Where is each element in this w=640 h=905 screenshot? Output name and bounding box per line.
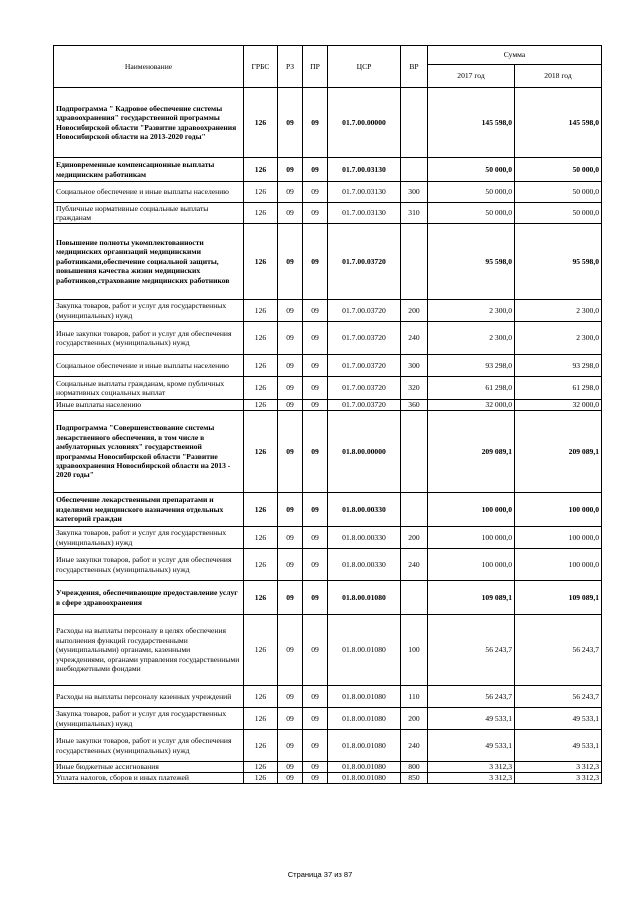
row-vr: 200 xyxy=(401,708,428,730)
row-name: Закупка товаров, работ и услуг для государственных (муниципальных) нужд xyxy=(54,708,244,730)
row-pr: 09 xyxy=(303,182,328,203)
row-pr: 09 xyxy=(303,322,328,355)
row-pr: 09 xyxy=(303,300,328,322)
table-body xyxy=(54,88,602,784)
row-sum-2018: 2 300,0 xyxy=(515,322,602,355)
row-sum-2017: 2 300,0 xyxy=(428,300,515,322)
row-sum-2018: 50 000,0 xyxy=(515,203,602,224)
row-name: Закупка товаров, работ и услуг для государственных (муниципальных) нужд xyxy=(54,300,244,322)
row-sum-2018: 109 089,1 xyxy=(515,581,602,615)
row-sum-2017: 50 000,0 xyxy=(428,158,515,182)
row-sum-2017: 56 243,7 xyxy=(428,686,515,708)
row-rz: 09 xyxy=(278,686,303,708)
row-sum-2018: 100 000,0 xyxy=(515,493,602,527)
table-row xyxy=(54,182,602,203)
row-pr: 09 xyxy=(303,730,328,762)
row-sum-2018: 32 000,0 xyxy=(515,400,602,411)
row-rz: 09 xyxy=(278,224,303,300)
row-rz: 09 xyxy=(278,300,303,322)
row-vr: 100 xyxy=(401,615,428,686)
row-grbs: 126 xyxy=(244,493,278,527)
row-vr: 320 xyxy=(401,377,428,400)
row-name: Закупка товаров, работ и услуг для государственных (муниципальных) нужд xyxy=(54,527,244,549)
row-vr: 300 xyxy=(401,182,428,203)
header-vr: ВР xyxy=(401,46,428,88)
row-csr: 01.8.00.01080 xyxy=(328,730,401,762)
row-csr: 01.8.00.00330 xyxy=(328,527,401,549)
row-csr: 01.7.00.03720 xyxy=(328,400,401,411)
row-vr: 240 xyxy=(401,322,428,355)
row-rz: 09 xyxy=(278,377,303,400)
row-pr: 09 xyxy=(303,355,328,377)
row-vr xyxy=(401,493,428,527)
row-name: Расходы на выплаты персоналу казенных учреждений xyxy=(54,686,244,708)
row-rz: 09 xyxy=(278,730,303,762)
header-year-2017: 2017 год xyxy=(428,65,515,88)
table-row xyxy=(54,730,602,762)
row-name: Повышение полноты укомплектованности медицинских организаций медицинскими работниками,обеспечение социальной защиты, повышения качества жизни медицинских работников,страхование медицинских работников xyxy=(54,224,244,300)
row-rz: 09 xyxy=(278,773,303,784)
row-pr: 09 xyxy=(303,773,328,784)
table-row xyxy=(54,300,602,322)
row-vr xyxy=(401,88,428,158)
row-vr: 800 xyxy=(401,762,428,773)
row-grbs: 126 xyxy=(244,549,278,581)
row-sum-2017: 100 000,0 xyxy=(428,493,515,527)
row-name: Единовременные компенсационные выплаты медицинским работникам xyxy=(54,158,244,182)
row-grbs: 126 xyxy=(244,203,278,224)
row-sum-2017: 3 312,3 xyxy=(428,773,515,784)
row-pr: 09 xyxy=(303,762,328,773)
row-pr: 09 xyxy=(303,686,328,708)
row-csr: 01.8.00.01080 xyxy=(328,581,401,615)
row-name: Иные закупки товаров, работ и услуг для обеспечения государственных (муниципальных) нужд xyxy=(54,549,244,581)
row-rz: 09 xyxy=(278,400,303,411)
row-sum-2018: 56 243,7 xyxy=(515,615,602,686)
row-sum-2017: 50 000,0 xyxy=(428,182,515,203)
row-grbs: 126 xyxy=(244,730,278,762)
row-name: Иные закупки товаров, работ и услуг для обеспечения государственных (муниципальных) нужд xyxy=(54,730,244,762)
row-sum-2018: 61 298,0 xyxy=(515,377,602,400)
row-rz: 09 xyxy=(278,708,303,730)
row-name: Социальное обеспечение и иные выплаты населению xyxy=(54,355,244,377)
table-row xyxy=(54,762,602,773)
table-row xyxy=(54,203,602,224)
row-grbs: 126 xyxy=(244,377,278,400)
row-rz: 09 xyxy=(278,581,303,615)
header-name: Наименование xyxy=(54,46,244,88)
row-sum-2018: 3 312,3 xyxy=(515,773,602,784)
row-vr: 850 xyxy=(401,773,428,784)
row-name: Расходы на выплаты персоналу в целях обеспечения выполнения функций государственными (муниципальными) органами, казенными учреждениями, органами управления государственными внебюджетными фондами xyxy=(54,615,244,686)
row-sum-2018: 49 533,1 xyxy=(515,708,602,730)
row-sum-2017: 95 598,0 xyxy=(428,224,515,300)
table-row xyxy=(54,549,602,581)
row-pr: 09 xyxy=(303,411,328,493)
row-sum-2017: 61 298,0 xyxy=(428,377,515,400)
table-row xyxy=(54,581,602,615)
row-pr: 09 xyxy=(303,400,328,411)
row-sum-2017: 3 312,3 xyxy=(428,762,515,773)
row-sum-2018: 56 243,7 xyxy=(515,686,602,708)
row-csr: 01.7.00.03720 xyxy=(328,224,401,300)
header-sum: Сумма xyxy=(428,46,602,65)
row-vr: 360 xyxy=(401,400,428,411)
row-grbs: 126 xyxy=(244,762,278,773)
row-grbs: 126 xyxy=(244,708,278,730)
row-rz: 09 xyxy=(278,88,303,158)
budget-table xyxy=(53,45,602,784)
row-sum-2017: 49 533,1 xyxy=(428,730,515,762)
row-csr: 01.8.00.00330 xyxy=(328,549,401,581)
row-grbs: 126 xyxy=(244,527,278,549)
row-csr: 01.8.00.00000 xyxy=(328,411,401,493)
row-grbs: 126 xyxy=(244,88,278,158)
row-vr: 200 xyxy=(401,300,428,322)
row-sum-2018: 100 000,0 xyxy=(515,527,602,549)
row-csr: 01.7.00.03130 xyxy=(328,158,401,182)
row-grbs: 126 xyxy=(244,182,278,203)
row-pr: 09 xyxy=(303,493,328,527)
row-csr: 01.8.00.01080 xyxy=(328,708,401,730)
row-rz: 09 xyxy=(278,762,303,773)
row-sum-2018: 50 000,0 xyxy=(515,158,602,182)
table-row xyxy=(54,355,602,377)
row-sum-2017: 100 000,0 xyxy=(428,549,515,581)
row-grbs: 126 xyxy=(244,355,278,377)
row-grbs: 126 xyxy=(244,581,278,615)
row-pr: 09 xyxy=(303,708,328,730)
row-grbs: 126 xyxy=(244,773,278,784)
table-row xyxy=(54,773,602,784)
row-vr: 310 xyxy=(401,203,428,224)
row-name: Уплата налогов, сборов и иных платежей xyxy=(54,773,244,784)
table-row xyxy=(54,377,602,400)
row-vr xyxy=(401,581,428,615)
row-rz: 09 xyxy=(278,615,303,686)
row-vr: 110 xyxy=(401,686,428,708)
row-csr: 01.7.00.03720 xyxy=(328,322,401,355)
table-row xyxy=(54,88,602,158)
row-vr xyxy=(401,411,428,493)
row-sum-2017: 32 000,0 xyxy=(428,400,515,411)
row-sum-2017: 56 243,7 xyxy=(428,615,515,686)
row-name: Социальное обеспечение и иные выплаты населению xyxy=(54,182,244,203)
row-sum-2017: 49 533,1 xyxy=(428,708,515,730)
row-grbs: 126 xyxy=(244,615,278,686)
row-pr: 09 xyxy=(303,581,328,615)
row-rz: 09 xyxy=(278,355,303,377)
row-csr: 01.8.00.01080 xyxy=(328,686,401,708)
row-rz: 09 xyxy=(278,493,303,527)
row-rz: 09 xyxy=(278,549,303,581)
row-sum-2018: 209 089,1 xyxy=(515,411,602,493)
row-sum-2017: 109 089,1 xyxy=(428,581,515,615)
table-row xyxy=(54,615,602,686)
row-name: Подпрограмма "Совершенствование системы лекарственного обеспечения, в том числе в амбулаторных условиях" государственной программы Новосибирской области "Развитие здравоохранения Новосибирской области на 2013 - 2020 годы" xyxy=(54,411,244,493)
row-rz: 09 xyxy=(278,203,303,224)
table-row xyxy=(54,224,602,300)
row-pr: 09 xyxy=(303,88,328,158)
row-grbs: 126 xyxy=(244,300,278,322)
row-pr: 09 xyxy=(303,203,328,224)
row-vr: 200 xyxy=(401,527,428,549)
row-sum-2017: 209 089,1 xyxy=(428,411,515,493)
row-name: Подпрограмма " Кадровое обеспечение системы здравоохранения" государственной программы Новосибирской области "Развитие здравоохранения Новосибирской области на 2013-2020 годы" xyxy=(54,88,244,158)
header-pr: ПР xyxy=(303,46,328,88)
row-csr: 01.8.00.01080 xyxy=(328,762,401,773)
row-sum-2017: 50 000,0 xyxy=(428,203,515,224)
table-row xyxy=(54,400,602,411)
table-row xyxy=(54,322,602,355)
row-csr: 01.7.00.00000 xyxy=(328,88,401,158)
row-name: Иные бюджетные ассигнования xyxy=(54,762,244,773)
header-rz: РЗ xyxy=(278,46,303,88)
row-sum-2018: 95 598,0 xyxy=(515,224,602,300)
table-row xyxy=(54,411,602,493)
row-csr: 01.7.00.03130 xyxy=(328,203,401,224)
row-rz: 09 xyxy=(278,527,303,549)
row-pr: 09 xyxy=(303,615,328,686)
row-sum-2018: 50 000,0 xyxy=(515,182,602,203)
row-name: Иные закупки товаров, работ и услуг для обеспечения государственных (муниципальных) нужд xyxy=(54,322,244,355)
header-grbs: ГРБС xyxy=(244,46,278,88)
row-csr: 01.7.00.03720 xyxy=(328,300,401,322)
row-sum-2018: 145 598,0 xyxy=(515,88,602,158)
row-name: Обеспечение лекарственными препаратами и изделиями медицинского назначения отдельных категорий граждан xyxy=(54,493,244,527)
page-number: Страница 37 из 87 xyxy=(287,870,353,879)
row-grbs: 126 xyxy=(244,158,278,182)
table-row xyxy=(54,527,602,549)
row-sum-2018: 49 533,1 xyxy=(515,730,602,762)
header-csr: ЦСР xyxy=(328,46,401,88)
row-grbs: 126 xyxy=(244,411,278,493)
row-csr: 01.7.00.03720 xyxy=(328,377,401,400)
row-name: Социальные выплаты гражданам, кроме публичных нормативных социальных выплат xyxy=(54,377,244,400)
row-pr: 09 xyxy=(303,158,328,182)
row-sum-2017: 145 598,0 xyxy=(428,88,515,158)
row-pr: 09 xyxy=(303,224,328,300)
row-pr: 09 xyxy=(303,549,328,581)
row-sum-2018: 93 298,0 xyxy=(515,355,602,377)
table-row xyxy=(54,493,602,527)
header-year-2018: 2018 год xyxy=(515,65,602,88)
row-csr: 01.8.00.01080 xyxy=(328,773,401,784)
row-sum-2017: 100 000,0 xyxy=(428,527,515,549)
row-vr: 300 xyxy=(401,355,428,377)
row-sum-2018: 3 312,3 xyxy=(515,762,602,773)
row-rz: 09 xyxy=(278,322,303,355)
row-grbs: 126 xyxy=(244,224,278,300)
row-vr xyxy=(401,224,428,300)
row-rz: 09 xyxy=(278,411,303,493)
row-grbs: 126 xyxy=(244,322,278,355)
row-pr: 09 xyxy=(303,377,328,400)
row-sum-2018: 2 300,0 xyxy=(515,300,602,322)
table-row xyxy=(54,708,602,730)
row-csr: 01.7.00.03720 xyxy=(328,355,401,377)
row-name: Учреждения, обеспечивающие предоставление услуг в сфере здравоохранения xyxy=(54,581,244,615)
row-sum-2018: 100 000,0 xyxy=(515,549,602,581)
table-row xyxy=(54,686,602,708)
row-csr: 01.7.00.03130 xyxy=(328,182,401,203)
row-sum-2017: 2 300,0 xyxy=(428,322,515,355)
row-name: Публичные нормативные социальные выплаты гражданам xyxy=(54,203,244,224)
row-sum-2017: 93 298,0 xyxy=(428,355,515,377)
row-vr: 240 xyxy=(401,549,428,581)
row-csr: 01.8.00.01080 xyxy=(328,615,401,686)
row-rz: 09 xyxy=(278,158,303,182)
row-vr xyxy=(401,158,428,182)
row-rz: 09 xyxy=(278,182,303,203)
table-row xyxy=(54,158,602,182)
row-grbs: 126 xyxy=(244,400,278,411)
row-csr: 01.8.00.00330 xyxy=(328,493,401,527)
row-pr: 09 xyxy=(303,527,328,549)
row-vr: 240 xyxy=(401,730,428,762)
row-name: Иные выплаты населению xyxy=(54,400,244,411)
row-grbs: 126 xyxy=(244,686,278,708)
